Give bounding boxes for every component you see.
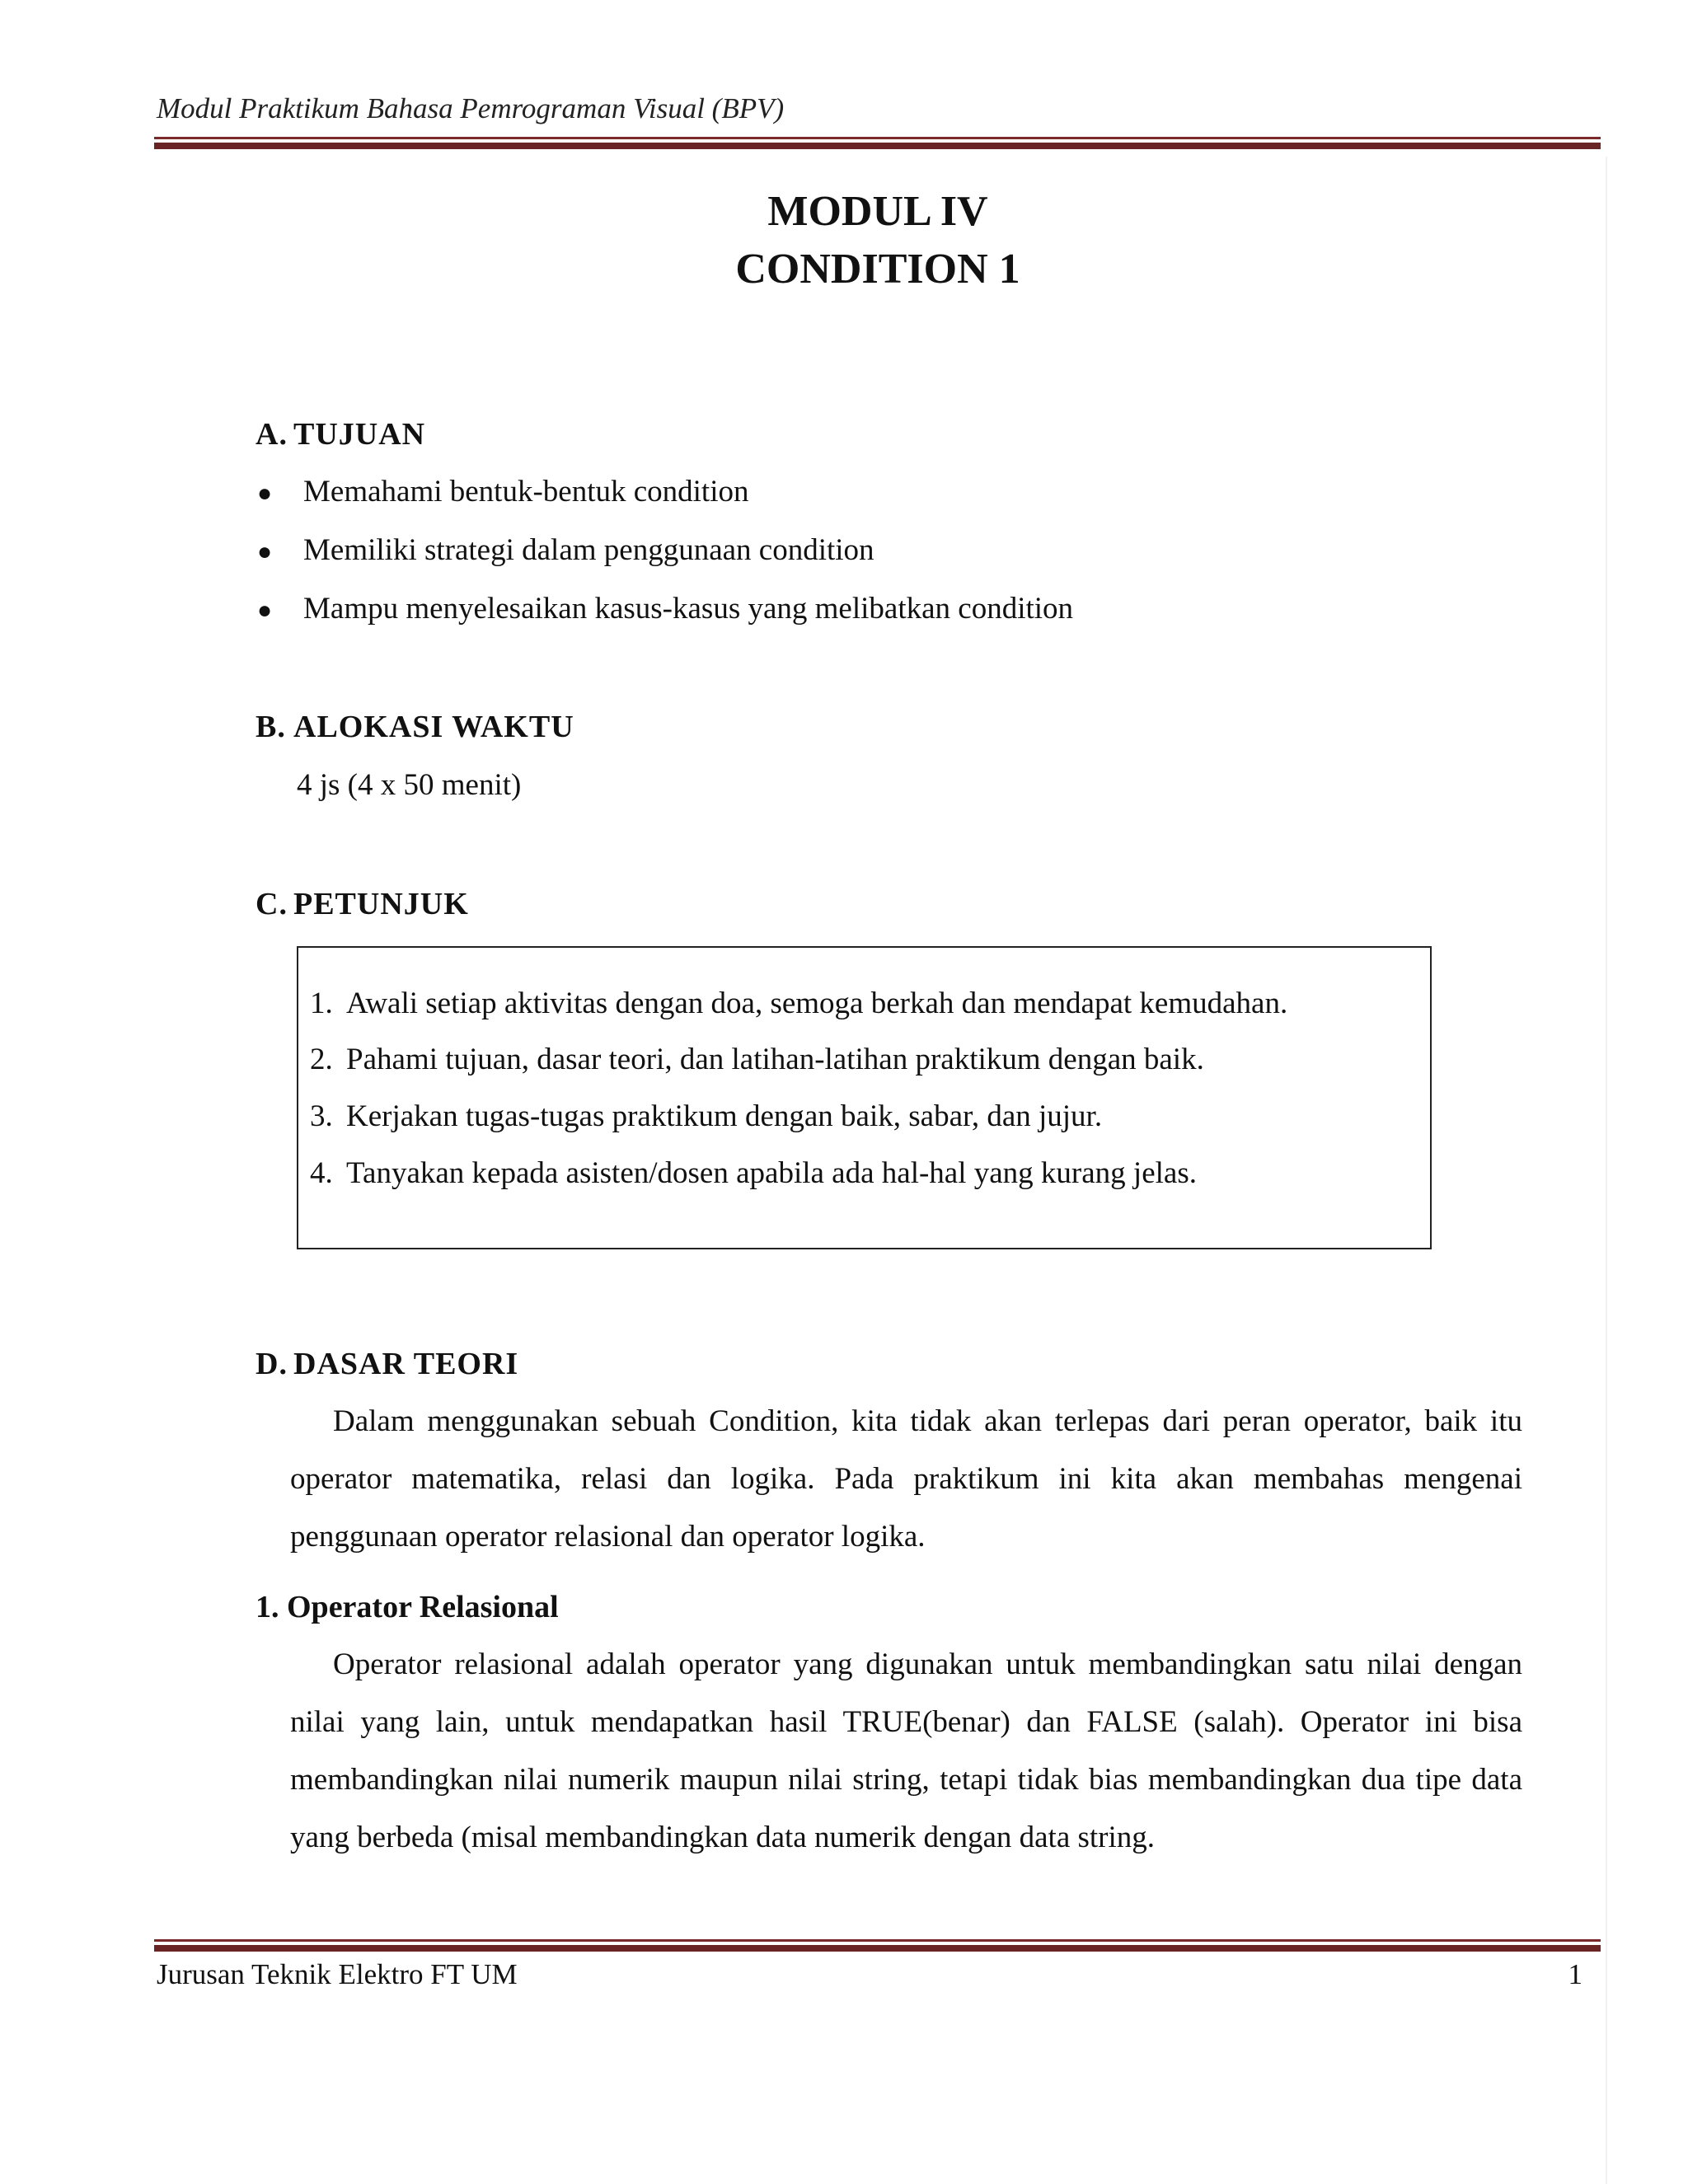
section-c-heading bbox=[256, 886, 469, 922]
footer-rule bbox=[154, 1939, 1601, 1952]
bullet-icon: ● bbox=[257, 538, 273, 565]
instruction-item: 1. Awali setiap aktivitas dengan doa, semoga berkah dan mendapat kemudahan. bbox=[310, 987, 1288, 1020]
bullet-icon: ● bbox=[257, 597, 273, 624]
bullet-icon: ● bbox=[257, 480, 273, 507]
page-edge-shadow bbox=[1606, 157, 1607, 2184]
section-d-heading bbox=[256, 1346, 518, 1382]
footer-department: Jurusan Teknik Elektro FT UM bbox=[157, 1958, 518, 1990]
instruction-item: 4. Tanyakan kepada asisten/dosen apabila ada hal-hal yang kurang jelas. bbox=[310, 1156, 1197, 1190]
section-c-title: PETUNJUK bbox=[293, 887, 469, 921]
section-a-heading bbox=[256, 416, 425, 452]
list-item: ● Memahami bentuk-bentuk condition bbox=[257, 475, 749, 509]
section-c-letter: C. bbox=[256, 887, 288, 921]
module-title: MODUL IV bbox=[767, 188, 988, 235]
section-a-letter: A. bbox=[256, 417, 288, 452]
page-number: 1 bbox=[1568, 1958, 1582, 1990]
section-b-title: ALOKASI WAKTU bbox=[293, 710, 574, 744]
instruction-item: 3. Kerjakan tugas-tugas praktikum dengan baik, sabar, dan jujur. bbox=[310, 1099, 1103, 1133]
list-item: ● Mampu menyelesaikan kasus-kasus yang melibatkan condition bbox=[257, 592, 1074, 626]
list-item: ● Memiliki strategi dalam penggunaan condition bbox=[257, 533, 874, 567]
running-header: Modul Praktikum Bahasa Pemrograman Visual (BPV) bbox=[157, 92, 785, 124]
time-allocation: 4 js (4 x 50 menit) bbox=[297, 768, 522, 802]
section-b-heading bbox=[256, 709, 574, 745]
section-a-title: TUJUAN bbox=[293, 417, 426, 452]
theory-paragraph: Dalam menggunakan sebuah Condition, kita tidak akan terlepas dari peran operator, baik itu operator matematika, relasi dan logika. Pada praktikum ini kita akan membahas mengenai penggunaan operator relasional dan operator logika. bbox=[290, 1404, 1522, 1554]
section-d-title: DASAR TEORI bbox=[293, 1347, 519, 1381]
relational-paragraph: Operator relasional adalah operator yang digunakan untuk membandingkan satu nilai dengan nilai yang lain, untuk mendapatkan hasil TRUE(benar) dan FALSE (salah). Operator ini bisa membandingkan nilai numerik maupun nilai string, tetapi tidak bias membandingkan dua tipe data yang berbeda (misal membandingkan data numerik dengan data string. bbox=[290, 1647, 1522, 1854]
header-rule bbox=[154, 137, 1601, 149]
section-d-letter: D. bbox=[256, 1347, 288, 1381]
subsection-heading: 1. Operator Relasional bbox=[256, 1590, 559, 1624]
section-b-letter: B. bbox=[256, 710, 286, 744]
module-subtitle: CONDITION 1 bbox=[735, 246, 1020, 293]
instruction-item: 2. Pahami tujuan, dasar teori, dan latihan-latihan praktikum dengan baik. bbox=[310, 1043, 1204, 1076]
